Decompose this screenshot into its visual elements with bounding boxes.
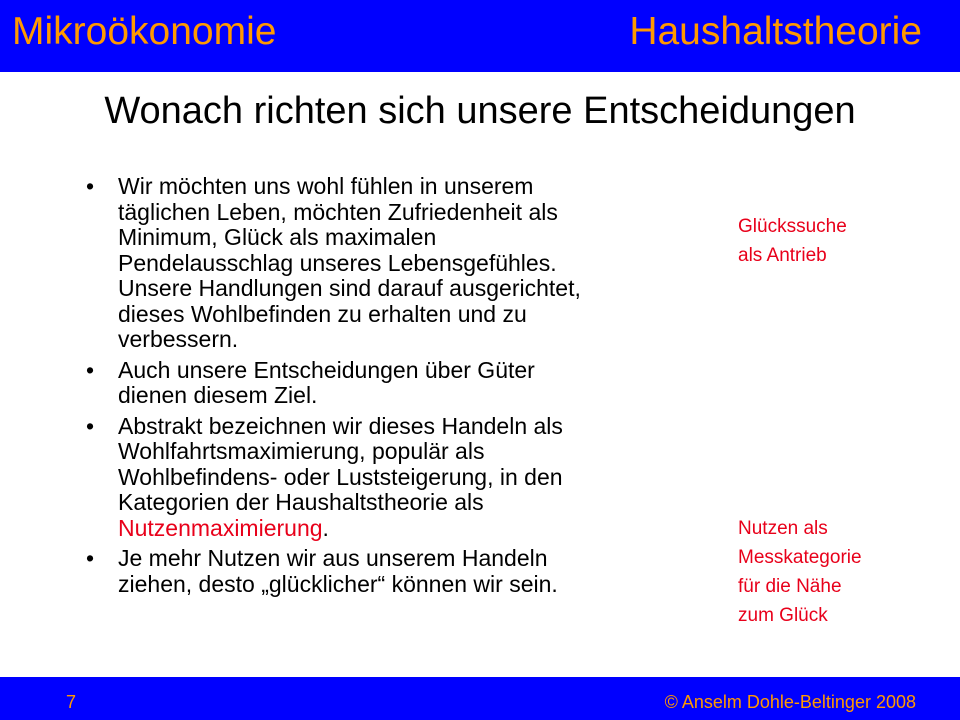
side-note-line: als Antrieb <box>738 245 827 266</box>
bullet-text-line: dieses Wohlbefinden zu erhalten und zu <box>118 300 527 327</box>
bullet-text-line: täglichen Leben, möchten Zufriedenheit als <box>118 198 558 225</box>
bullet-item <box>76 414 676 542</box>
header-course-title: Mikroökonomie <box>12 10 277 53</box>
bullet-item <box>76 358 676 409</box>
side-note-line: für die Nähe <box>738 576 842 597</box>
side-note-line: Glückssuche <box>738 216 847 237</box>
bullet-item <box>76 546 676 597</box>
bullet-text-line: Je mehr Nutzen wir aus unserem Handeln <box>118 545 548 571</box>
bullet-text-line: verbessern. <box>118 326 239 352</box>
bullet-list <box>76 174 676 602</box>
bullet-dot-icon: • <box>86 412 95 439</box>
side-note-line: Nutzen als <box>738 518 828 539</box>
bullet-text-line: Pendelausschlag unseres Lebensgefühles. <box>118 249 557 276</box>
bullet-text-line: Abstrakt bezeichnen wir dieses Handeln als <box>118 412 563 439</box>
bullet-text-line: ziehen, desto „glücklicher“ können wir sein. <box>118 570 558 597</box>
bullet-text-line: Wir möchten uns wohl fühlen in unserem <box>118 173 534 199</box>
bullet-dot-icon: • <box>86 356 95 383</box>
bullet-text-line: Unsere Handlungen sind darauf ausgerichtet, <box>118 275 581 301</box>
page-number: 7 <box>66 692 77 712</box>
bullet-text-line: Wohlbefindens- oder Luststeigerung, in den <box>118 463 563 490</box>
bullet-text-line: Kategorien der Haushaltstheorie als <box>118 489 484 515</box>
copyright-notice: © Anselm Dohle-Beltinger 2008 <box>664 692 916 712</box>
slide-title: Wonach richten sich unsere Entscheidungen <box>104 90 856 132</box>
bullet-text-line: Wohlfahrtsmaximierung, populär als <box>118 438 485 464</box>
bullet-dot-icon: • <box>86 173 95 199</box>
bullet-text-line: Minimum, Glück als maximalen <box>118 224 437 250</box>
side-note-line: zum Glück <box>738 605 828 626</box>
header-topic-title: Haushaltstheorie <box>629 10 922 53</box>
highlight-term: Nutzenmaximierung <box>118 514 323 541</box>
bullet-dot-icon: • <box>86 545 95 571</box>
bullet-text-line: Auch unsere Entscheidungen über Güter <box>118 356 535 383</box>
side-note-motivation <box>738 212 847 270</box>
bullet-text-line-highlighted <box>118 516 676 542</box>
side-note-measure <box>738 514 862 630</box>
side-note-line: Messkategorie <box>738 547 862 568</box>
bullet-item <box>76 174 676 353</box>
sentence-end: . <box>322 514 329 541</box>
bullet-text-line: dienen diesem Ziel. <box>118 382 318 408</box>
